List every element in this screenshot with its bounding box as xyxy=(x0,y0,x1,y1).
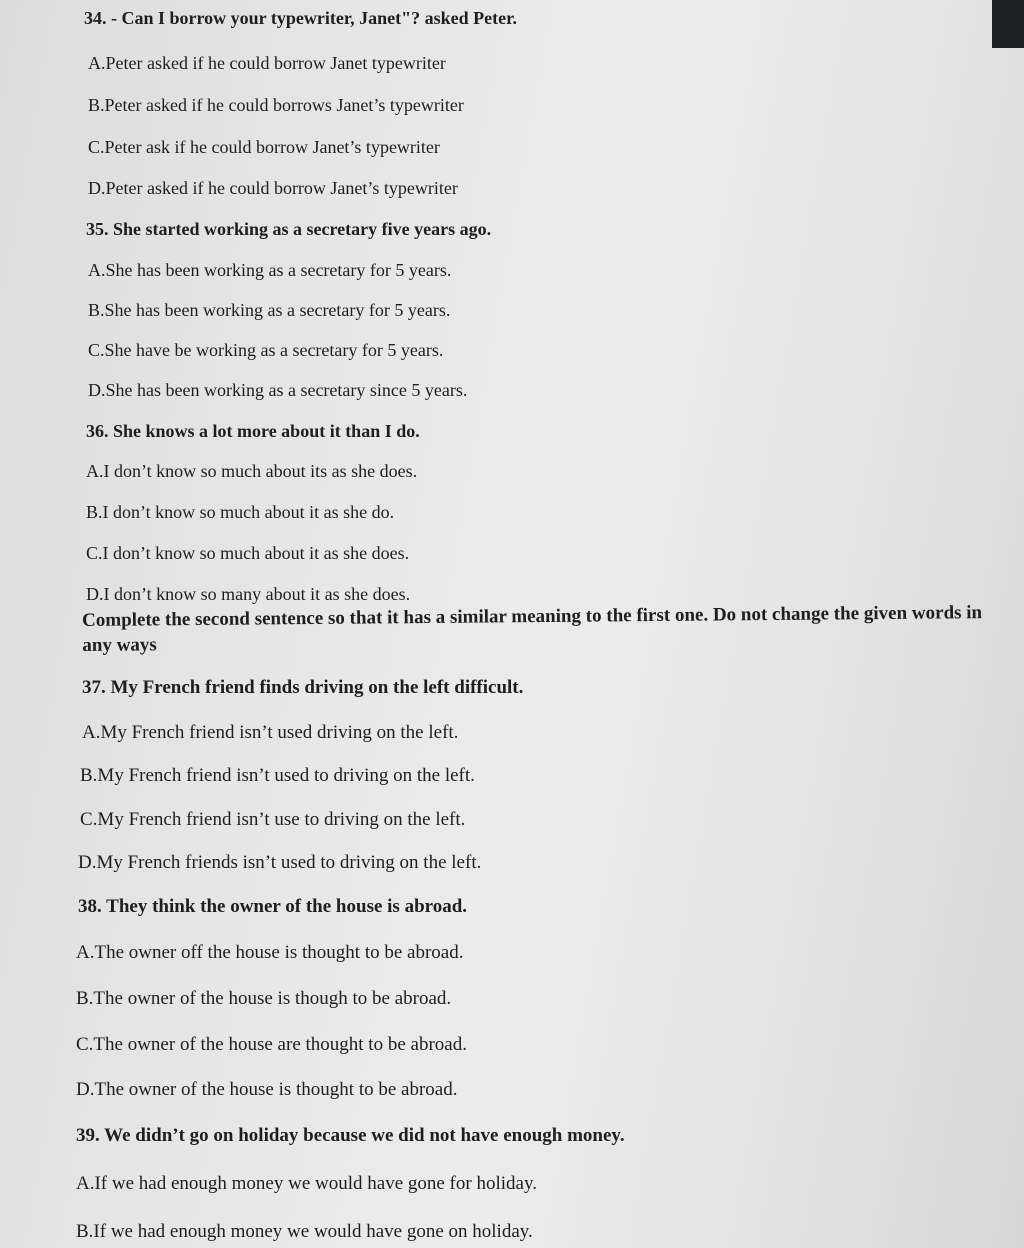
question-38-option-b: B.The owner of the house is though to be abroad. xyxy=(76,988,452,1009)
question-38-option-a: A.The owner off the house is thought to be abroad. xyxy=(76,942,464,963)
question-39-option-a: A.If we had enough money we would have gone for holiday. xyxy=(76,1173,537,1194)
question-37-option-b: B.My French friend isn’t used to driving on the left. xyxy=(80,765,475,786)
question-36-option-a: A.I don’t know so much about its as she does. xyxy=(86,461,418,481)
question-34-stem: 34. - Can I borrow your typewriter, Janet"? asked Peter. xyxy=(84,8,517,28)
question-35-stem: 35. She started working as a secretary five years ago. xyxy=(86,219,492,239)
question-38-stem: 38. They think the owner of the house is abroad. xyxy=(78,896,468,917)
background-corner xyxy=(992,0,1024,48)
question-36-option-c: C.I don’t know so much about it as she does. xyxy=(86,543,410,563)
question-34-option-a: A.Peter asked if he could borrow Janet typewriter xyxy=(88,53,446,73)
section-instruction: Complete the second sentence so that it has a similar meaning to the first one. Do not change the given words in any ways xyxy=(82,602,983,656)
question-37-option-c: C.My French friend isn’t use to driving on the left. xyxy=(80,809,466,830)
question-36-option-b: B.I don’t know so much about it as she do. xyxy=(86,502,395,522)
question-35-option-d: D.She has been working as a secretary since 5 years. xyxy=(88,380,468,400)
question-34-option-d: D.Peter asked if he could borrow Janet’s typewriter xyxy=(88,178,458,198)
question-37-option-a: A.My French friend isn’t used driving on the left. xyxy=(82,722,459,743)
question-35-option-c: C.She have be working as a secretary for 5 years. xyxy=(88,340,444,360)
question-34-option-b: B.Peter asked if he could borrows Janet’s typewriter xyxy=(88,95,464,115)
question-37-stem: 37. My French friend finds driving on the left difficult. xyxy=(82,677,524,698)
question-36-option-d: D.I don’t know so many about it as she does. xyxy=(86,584,411,604)
question-34-option-c: C.Peter ask if he could borrow Janet’s typewriter xyxy=(88,137,440,157)
question-36-stem: 36. She knows a lot more about it than I do. xyxy=(86,421,420,441)
question-35-option-b: B.She has been working as a secretary for 5 years. xyxy=(88,300,451,320)
question-38-option-d: D.The owner of the house is thought to be abroad. xyxy=(76,1079,458,1100)
question-35-option-a: A.She has been working as a secretary for 5 years. xyxy=(88,260,452,280)
question-37-option-d: D.My French friends isn’t used to driving on the left. xyxy=(78,852,482,873)
question-39-option-b: B.If we had enough money we would have gone on holiday. xyxy=(76,1221,533,1242)
question-38-option-c: C.The owner of the house are thought to be abroad. xyxy=(76,1034,467,1055)
question-39-stem: 39. We didn’t go on holiday because we did not have enough money. xyxy=(76,1125,625,1146)
